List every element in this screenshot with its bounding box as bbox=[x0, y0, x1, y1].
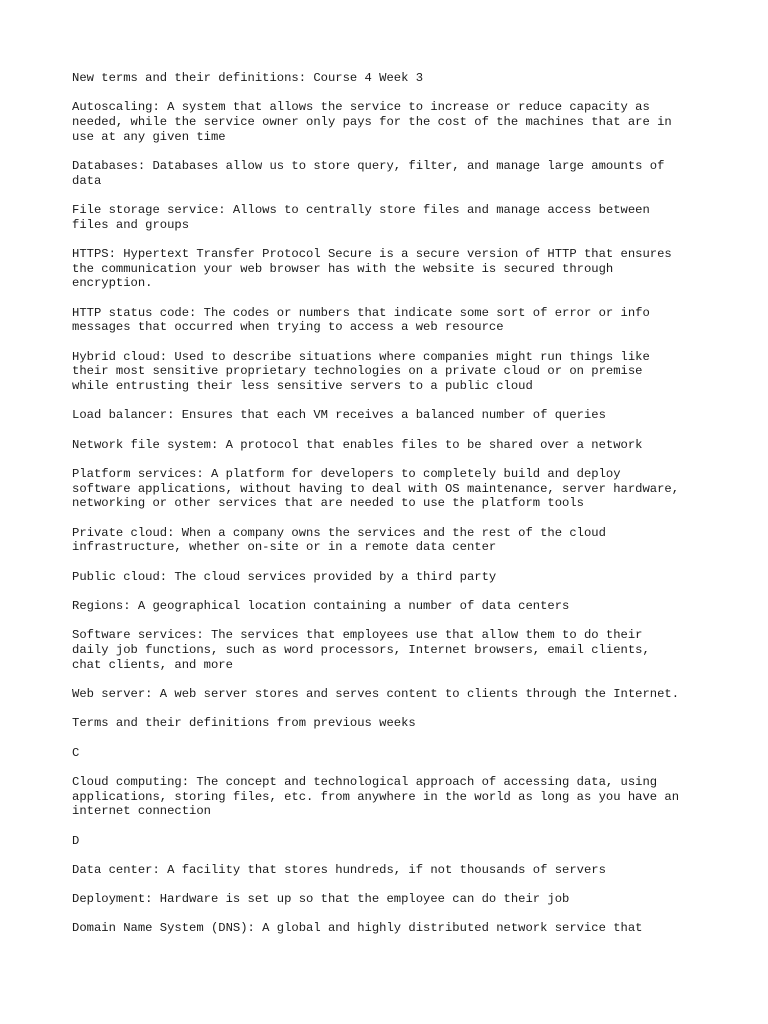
term-private-cloud: Private cloud: When a company owns the services and the rest of the cloud infrastructure, whether on-site or in a remote data center bbox=[72, 525, 606, 555]
term-cloud-computing: Cloud computing: The concept and technological approach of accessing data, using applications, storing files, etc. from anywhere in the world as long as you have an internet connection bbox=[72, 774, 680, 819]
term-data-center: Data center: A facility that stores hundreds, if not thousands of servers bbox=[72, 862, 606, 877]
document-title: New terms and their definitions: Course 4 Week 3 bbox=[72, 71, 424, 85]
term-hybrid-cloud: Hybrid cloud: Used to describe situations where companies might run things like their most sensitive proprietary technologies on a private cloud or on premise while entrusting their less sensitive servers to a public cloud bbox=[72, 349, 650, 394]
term-file-storage-service: File storage service: Allows to centrally store files and manage access between files and groups bbox=[72, 203, 650, 232]
term-dns: Domain Name System (DNS): A global and highly distributed network service that bbox=[72, 921, 643, 936]
section-letter-d: D bbox=[72, 833, 80, 848]
term-web-server: Web server: A web server stores and serves content to clients through the Internet. bbox=[72, 687, 680, 701]
term-autoscaling: Autoscaling: A system that allows the service to increase or reduce capacity as needed, while the service owner only pays for the cost of the machines that are in use at any given time bbox=[72, 100, 672, 144]
term-software-services: Software services: The services that employees use that allow them to do their daily job functions, such as word processors, Internet browsers, email clients, chat clients, and more bbox=[72, 628, 650, 672]
term-load-balancer: Load balancer: Ensures that each VM receives a balanced number of queries bbox=[72, 408, 606, 423]
term-platform-services: Platform services: A platform for developers to completely build and deploy software applications, without having to deal with OS maintenance, server hardware, networking or other services that are needed to use the platform tools bbox=[72, 467, 680, 511]
term-public-cloud: Public cloud: The cloud services provided by a third party bbox=[72, 569, 497, 584]
term-https: HTTPS: Hypertext Transfer Protocol Secure is a secure version of HTTP that ensures the communication your web browser has with the website is secured through encryption. bbox=[72, 247, 672, 291]
term-deployment: Deployment: Hardware is set up so that the employee can do their job bbox=[72, 892, 570, 907]
term-network-file-system: Network file system: A protocol that enables files to be shared over a network bbox=[72, 437, 643, 452]
term-databases: Databases: Databases allow us to store query, filter, and manage large amounts of data bbox=[72, 159, 665, 188]
section-letter-c: C bbox=[72, 745, 80, 760]
previous-weeks-heading: Terms and their definitions from previous weeks bbox=[72, 716, 416, 731]
term-regions: Regions: A geographical location containing a number of data centers bbox=[72, 599, 570, 613]
term-http-status-code: HTTP status code: The codes or numbers that indicate some sort of error or info messages that occurred when trying to access a web resource bbox=[72, 305, 650, 335]
